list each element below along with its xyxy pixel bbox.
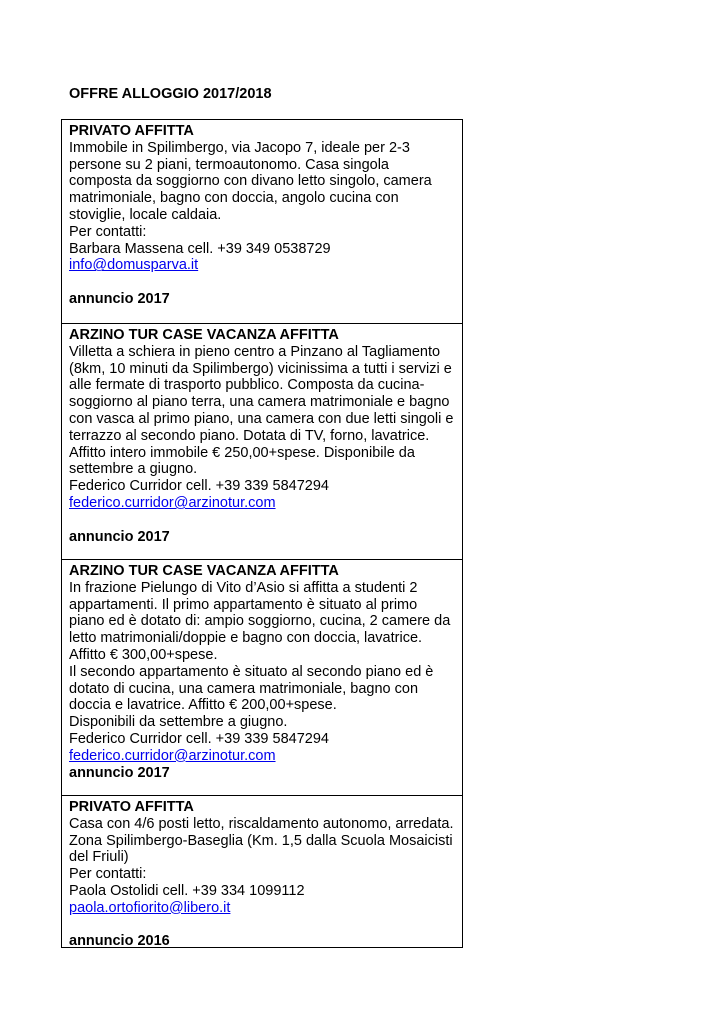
- email-link[interactable]: federico.curridor@arzinotur.com: [69, 494, 276, 511]
- listing-line: stoviglie, locale caldaia.: [69, 206, 222, 223]
- listing-line: composta da soggiorno con divano letto singolo, camera: [69, 173, 432, 190]
- listing-line: (8km, 10 minuti da Spilimbergo) vicinissima a tutti i servizi e: [69, 360, 452, 377]
- announcement-year: annuncio 2016: [69, 933, 170, 950]
- listing-line: Federico Curridor cell. +39 339 5847294: [69, 730, 329, 747]
- listing-line: Federico Curridor cell. +39 339 5847294: [69, 478, 329, 495]
- listing-line: Villetta a schiera in pieno centro a Pinzano al Tagliamento: [69, 343, 441, 360]
- listing-1: [62, 120, 462, 323]
- listing-line: Per contatti:: [69, 223, 147, 240]
- listing-line: dotato di cucina, una camera matrimoniale, bagno con: [69, 680, 419, 697]
- listing-line: Affitto € 300,00+spese.: [69, 646, 218, 663]
- listing-line: doccia e lavatrice. Affitto € 200,00+spese.: [69, 697, 337, 714]
- listing-line: settembre a giugno.: [69, 461, 198, 478]
- listing-heading: ARZINO TUR CASE VACANZA AFFITTA: [69, 327, 339, 343]
- listing-line: In frazione Pielungo di Vito d’Asio si affitta a studenti 2: [69, 579, 418, 596]
- listing-line: soggiorno al piano terra, una camera matrimoniale e bagno: [69, 394, 450, 411]
- listing-line: Disponibili da settembre a giugno.: [69, 714, 288, 731]
- listing-line: con vasca al primo piano, una camera con due letti singoli e: [69, 410, 454, 427]
- listing-line: piano ed è dotato di: ampio soggiorno, cucina, 2 camere da: [69, 613, 451, 630]
- listing-line: Immobile in Spilimbergo, via Jacopo 7, ideale per 2-3: [69, 139, 410, 156]
- listing-line: Il secondo appartamento è situato al secondo piano ed è: [69, 663, 434, 680]
- page-title: OFFRE ALLOGGIO 2017/2018: [69, 86, 272, 102]
- listing-heading: PRIVATO AFFITTA: [69, 123, 194, 139]
- listing-heading: ARZINO TUR CASE VACANZA AFFITTA: [69, 563, 339, 579]
- listing-line: Paola Ostolidi cell. +39 334 1099112: [69, 882, 305, 899]
- listing-line: del Friuli): [69, 849, 129, 866]
- announcement-year: annuncio 2017: [69, 290, 170, 307]
- listing-line: Barbara Massena cell. +39 349 0538729: [69, 240, 331, 257]
- listing-heading: PRIVATO AFFITTA: [69, 799, 194, 815]
- listing-3: [62, 559, 462, 795]
- listing-line: Zona Spilimbergo-Baseglia (Km. 1,5 dalla Scuola Mosaicisti: [69, 832, 453, 849]
- listing-line: alle fermate di trasporto pubblico. Composta da cucina-: [69, 377, 425, 394]
- listing-line: persone su 2 piani, termoautonomo. Casa singola: [69, 156, 389, 173]
- announcement-year: annuncio 2017: [69, 764, 170, 781]
- listing-line: Casa con 4/6 posti letto, riscaldamento autonomo, arredata.: [69, 815, 454, 832]
- listings-table: [61, 119, 463, 948]
- listing-line: Per contatti:: [69, 866, 147, 883]
- listing-4: [62, 795, 462, 950]
- listing-line: Affitto intero immobile € 250,00+spese. Disponibile da: [69, 444, 415, 461]
- listing-line: letto matrimoniali/doppie e bagno con doccia, lavatrice.: [69, 630, 423, 647]
- listing-line: matrimoniale, bagno con doccia, angolo cucina con: [69, 190, 399, 207]
- email-link[interactable]: paola.ortofiorito@libero.it: [69, 899, 231, 916]
- listing-2: [62, 323, 462, 559]
- announcement-year: annuncio 2017: [69, 528, 170, 545]
- listing-line: appartamenti. Il primo appartamento è situato al primo: [69, 596, 418, 613]
- listing-line: terrazzo al secondo piano. Dotata di TV, forno, lavatrice.: [69, 427, 430, 444]
- email-link[interactable]: federico.curridor@arzinotur.com: [69, 747, 276, 764]
- email-link[interactable]: info@domusparva.it: [69, 257, 199, 274]
